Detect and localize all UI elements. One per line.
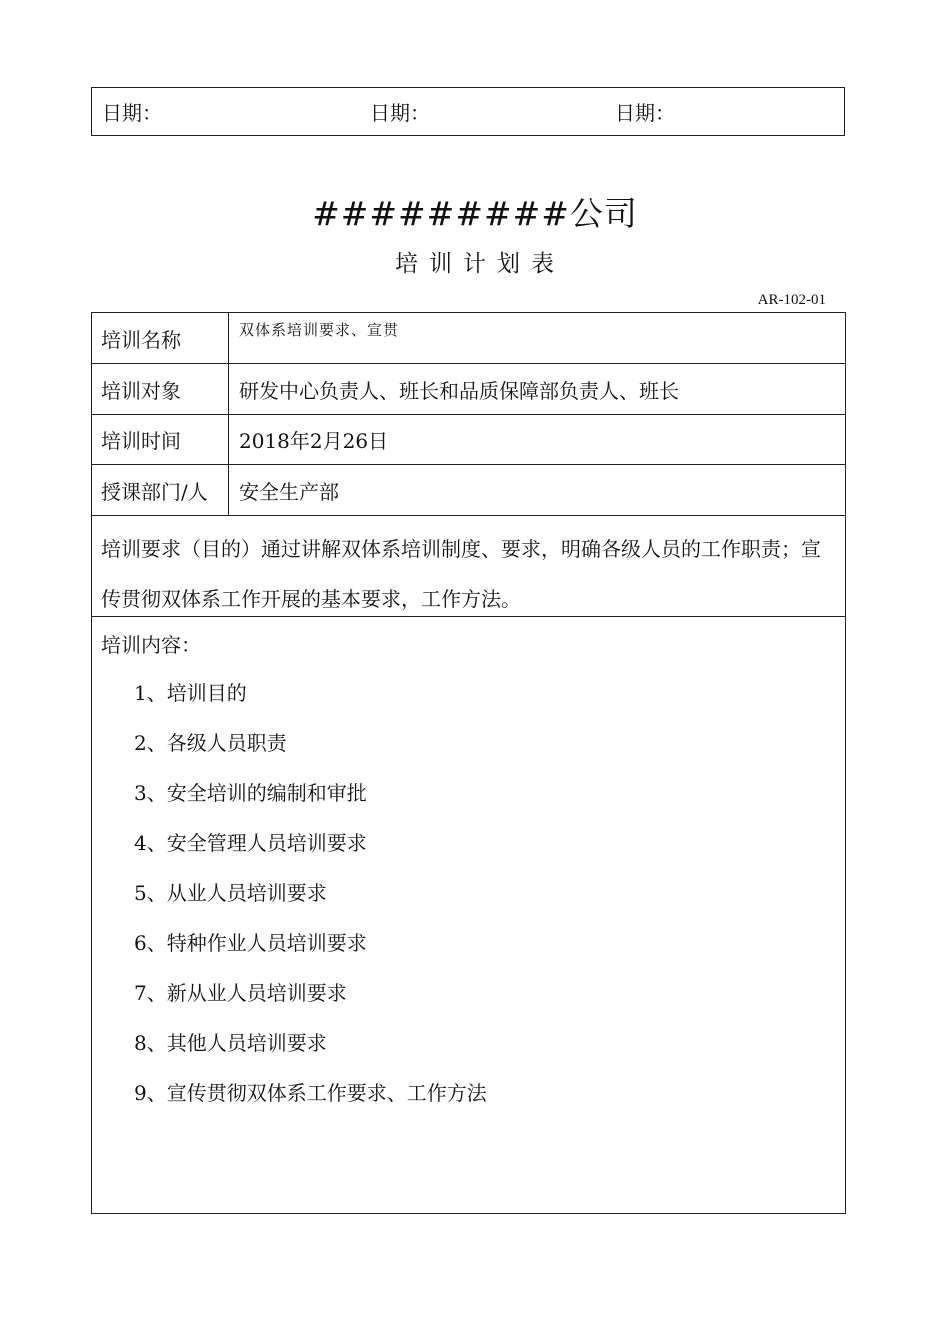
list-item: 5、从业人员培训要求 — [134, 881, 327, 905]
document-number: AR-102-01 — [757, 292, 826, 308]
date-label-3: 日期： — [615, 101, 675, 125]
list-item: 6、特种作业人员培训要求 — [134, 931, 367, 955]
field-label: 授课部门/人 — [92, 465, 229, 515]
field-value: 研发中心负责人、班长和品质保障部负责人、班长 — [239, 378, 679, 403]
field-label: 培训时间 — [92, 415, 229, 464]
purpose-row — [92, 516, 845, 617]
field-row-instructor — [92, 465, 845, 516]
date-header-box — [91, 87, 845, 136]
list-item: 3、安全培训的编制和审批 — [134, 781, 367, 805]
field-row-training-audience — [92, 364, 845, 415]
list-item: 7、新从业人员培训要求 — [134, 981, 347, 1005]
field-row-training-time — [92, 415, 845, 465]
list-item: 1、培训目的 — [134, 681, 247, 705]
field-row-training-name — [92, 313, 845, 364]
content-list — [134, 677, 487, 1127]
list-item: 4、安全管理人员培训要求 — [134, 831, 367, 855]
list-item: 8、其他人员培训要求 — [134, 1031, 327, 1055]
field-label: 培训名称 — [92, 313, 229, 363]
form-title: 培训计划表 — [395, 251, 565, 277]
field-value: 双体系培训要求、宣贯 — [239, 321, 400, 339]
field-value: 2018年2月26日 — [239, 429, 389, 453]
field-label: 培训对象 — [92, 364, 229, 414]
date-label-1: 日期： — [102, 101, 162, 125]
training-plan-form — [91, 312, 846, 1214]
date-label-2: 日期： — [370, 101, 430, 125]
training-purpose: 培训要求（目的）通过讲解双体系培训制度、要求，明确各级人员的工作职责；宣传贯彻双体系工作开展的基本要求，工作方法。 — [101, 537, 821, 611]
field-value: 安全生产部 — [239, 479, 339, 504]
list-item: 2、各级人员职责 — [134, 731, 287, 755]
company-name: #########公司 — [312, 194, 638, 233]
list-item: 9、宣传贯彻双体系工作要求、工作方法 — [134, 1081, 487, 1105]
content-title: 培训内容： — [101, 633, 201, 657]
